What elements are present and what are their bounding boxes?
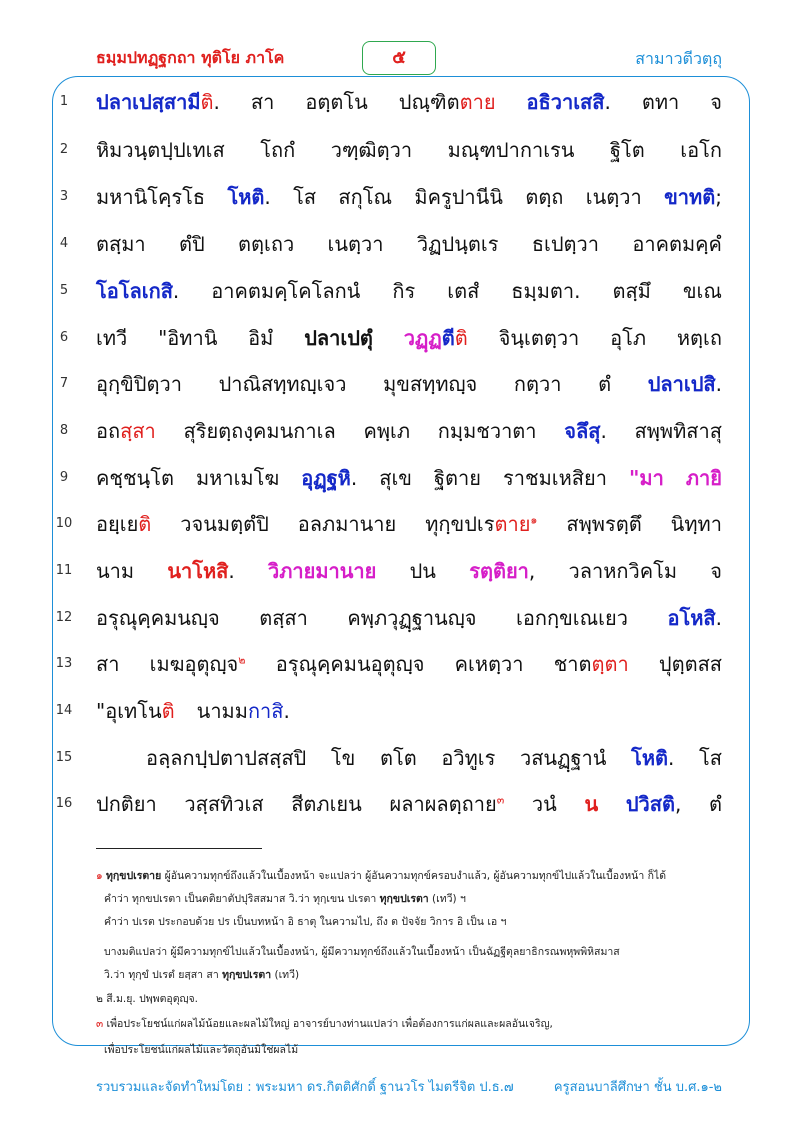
page-number: ๕ [362,41,436,75]
footnote-1-line: คำว่า ทุกขปเรตา เป็นตติยาตัปปุริสสมาส วิ.ว่า ทุกฺเขน ปเรตา ทุกฺขปเรตา (เทวี) ฯ [104,893,466,905]
footer-teacher: ครูสอนบาลีศึกษา ชั้น บ.ศ.๑-๒ [553,1080,722,1095]
line-number: 9 [59,470,69,485]
text-line: ปกติยา วสฺสทิวเส สีตภเยน ผลาผลตฺถาย$^๓$ วนํ น ปวิสติ, ตํ [96,792,722,816]
footnote-marker: ๓ [496,793,505,807]
line-number: 13 [55,656,73,671]
footnote-divider [96,848,262,849]
text-line: โอโลเกสิ. อาคตมคฺโคโลกนํ กิร เตสํ ธมฺมตา. ตสฺมึ ขเณ [96,279,722,303]
line-number: 12 [55,610,73,625]
line-number: 4 [59,236,69,251]
text-line: ตสฺมา ตํปิ ตตฺเถว เนตฺวา วิฏปนฺตเร ธเปตฺวา อาคตมคฺคํ [96,232,722,256]
text-line: อุกฺขิปิตฺวา ปาณิสทฺทญฺเจว มุขสทฺทญฺจ กตฺวา ตํ ปลาเปสิ. [96,372,722,396]
line-number: 6 [59,330,69,345]
line-number: 1 [59,94,69,109]
page-header [0,0,800,80]
line-number: 14 [55,703,73,718]
footnote-1-line: บางมติแปลว่า ผู้มีความทุกข์ไปแล้วในเบื้องหน้า, ผู้มีความทุกข์ถึงแล้วในเบื้องหน้า เป็นฉัฏฐีตุลยาธิกรณพหุพพิหิสมาส [104,946,620,958]
line-number: 7 [59,376,69,391]
text-line: มหานิโคฺรโธ โหติ. โส สกุโณ มิครูปานีนิ ตตฺถ เนตฺวา ขาทติ; [96,185,722,209]
text-line: "อุเทโนติ นามมกาสิ. [96,699,290,723]
line-number: 10 [55,516,73,531]
line-number: 16 [55,796,73,811]
text-line: เทวี "อิทานิ อิมํ ปลาเปตุํ วฏฺฏตีติ จินฺเตตฺวา อุโภ หตฺเถ [96,326,722,350]
footer-author: รวบรวมและจัดทำใหม่โดย : พระมหา ดร.กิตติศักดิ์ ฐานวโร ไมตรีจิต ป.ธ.๗ [96,1080,514,1095]
story-title: สามาวตีวตฺถุ [635,49,722,68]
footnote-1-line: วิ.ว่า ทุกฺขํ ปเรตํ ยสฺสา สา ทุกฺขปเรตา (เทวี) [104,969,300,981]
text-line: หิมวนฺตปฺปเทเส โถกํ วฑฺฒิตฺวา มณฺฑปากาเรน ฐิโต เอโก [96,138,722,162]
text-line: อยฺเยติ วจนมตฺตํปิ อลภมานาย ทุกฺขปเรตาย$^๑$ สพฺพรตฺตึ นิทฺทา [96,512,722,536]
text-line: นาม นาโหสิ. วิภายมานาย ปน รตฺติยา, วลาหกวิคโม จ [96,559,722,583]
footnote-1-line: คำว่า ปเรต ประกอบด้วย ปร เป็นบทหน้า อิ ธาตุ ในความไป, ถึง ต ปัจจัย วิการ อิ เป็น เอ ฯ [104,916,507,928]
line-number: 11 [55,563,73,578]
footnote-1: ๑ ทุกฺขปเรตาย ผู้อันความทุกข์ถึงแล้วในเบื้องหน้า จะแปลว่า ผู้อันความทุกข์ครอบงำแล้ว, ผู้อันความทุกข์ไปแล้วในเบื้องหน้า ก็ได้ [96,870,667,882]
text-line: สา เมฆอุตุญฺจ$^๒$ อรุณุคฺคมนอุตุญฺจ คเหตฺวา ชาตตฺตา ปุตฺตสส [96,652,722,676]
text-line: อถสฺสา สุริยตฺถงฺคมนกาเล คพฺเภ กมฺมชวาตา จลึสุ. สพฺพทิสาสุ [96,419,722,443]
line-number: 2 [59,142,69,157]
footnote-marker: ๒ [238,653,246,667]
page-footer [96,1076,722,1097]
book-title: ธมฺมปทฏฺฐกถา ทุติโย ภาโค [96,48,285,67]
footnote-marker: ๑ [530,513,538,527]
footnote-2: ๒ สี.ม.ยุ. ปพฺพตอุตุญฺจ. [96,993,198,1005]
line-number: 8 [59,423,69,438]
text-line: อลฺลกปฺปตาปสสฺสปิ โข ตโต อวิทูเร วสนฏฺฐานํ โหติ. โส [146,746,722,770]
line-number: 5 [59,283,69,298]
text-line: ปลาเปสฺสามีติ. สา อตฺตโน ปณฺฑิตตาย อธิวาเสสิ. ตทา จ [96,90,722,114]
line-number: 3 [59,189,69,204]
footnote-3: ๓ เพื่อประโยชน์แก่ผลไม้น้อยและผลไม้ใหญ่ อาจารย์บางท่านแปลว่า เพื่อต้องการแก่ผลและผลอันเจริญ, [96,1018,553,1030]
text-line: อรุณุคฺคมนญฺจ ตสฺสา คพฺภวุฏฺฐานญฺจ เอกกฺขเณเยว อโหสิ. [96,606,722,630]
text-line: คชฺชนฺโต มหาเมโฆ อุฏฺฐหิ. สุเข ฐิตาย ราชมเหสิยา "มา ภายิ [96,466,722,490]
footnote-3-line: เพื่อประโยชน์แก่ผลไม้และวัตถุอันมิใช่ผลไม้ [104,1044,299,1056]
line-number: 15 [55,750,73,765]
